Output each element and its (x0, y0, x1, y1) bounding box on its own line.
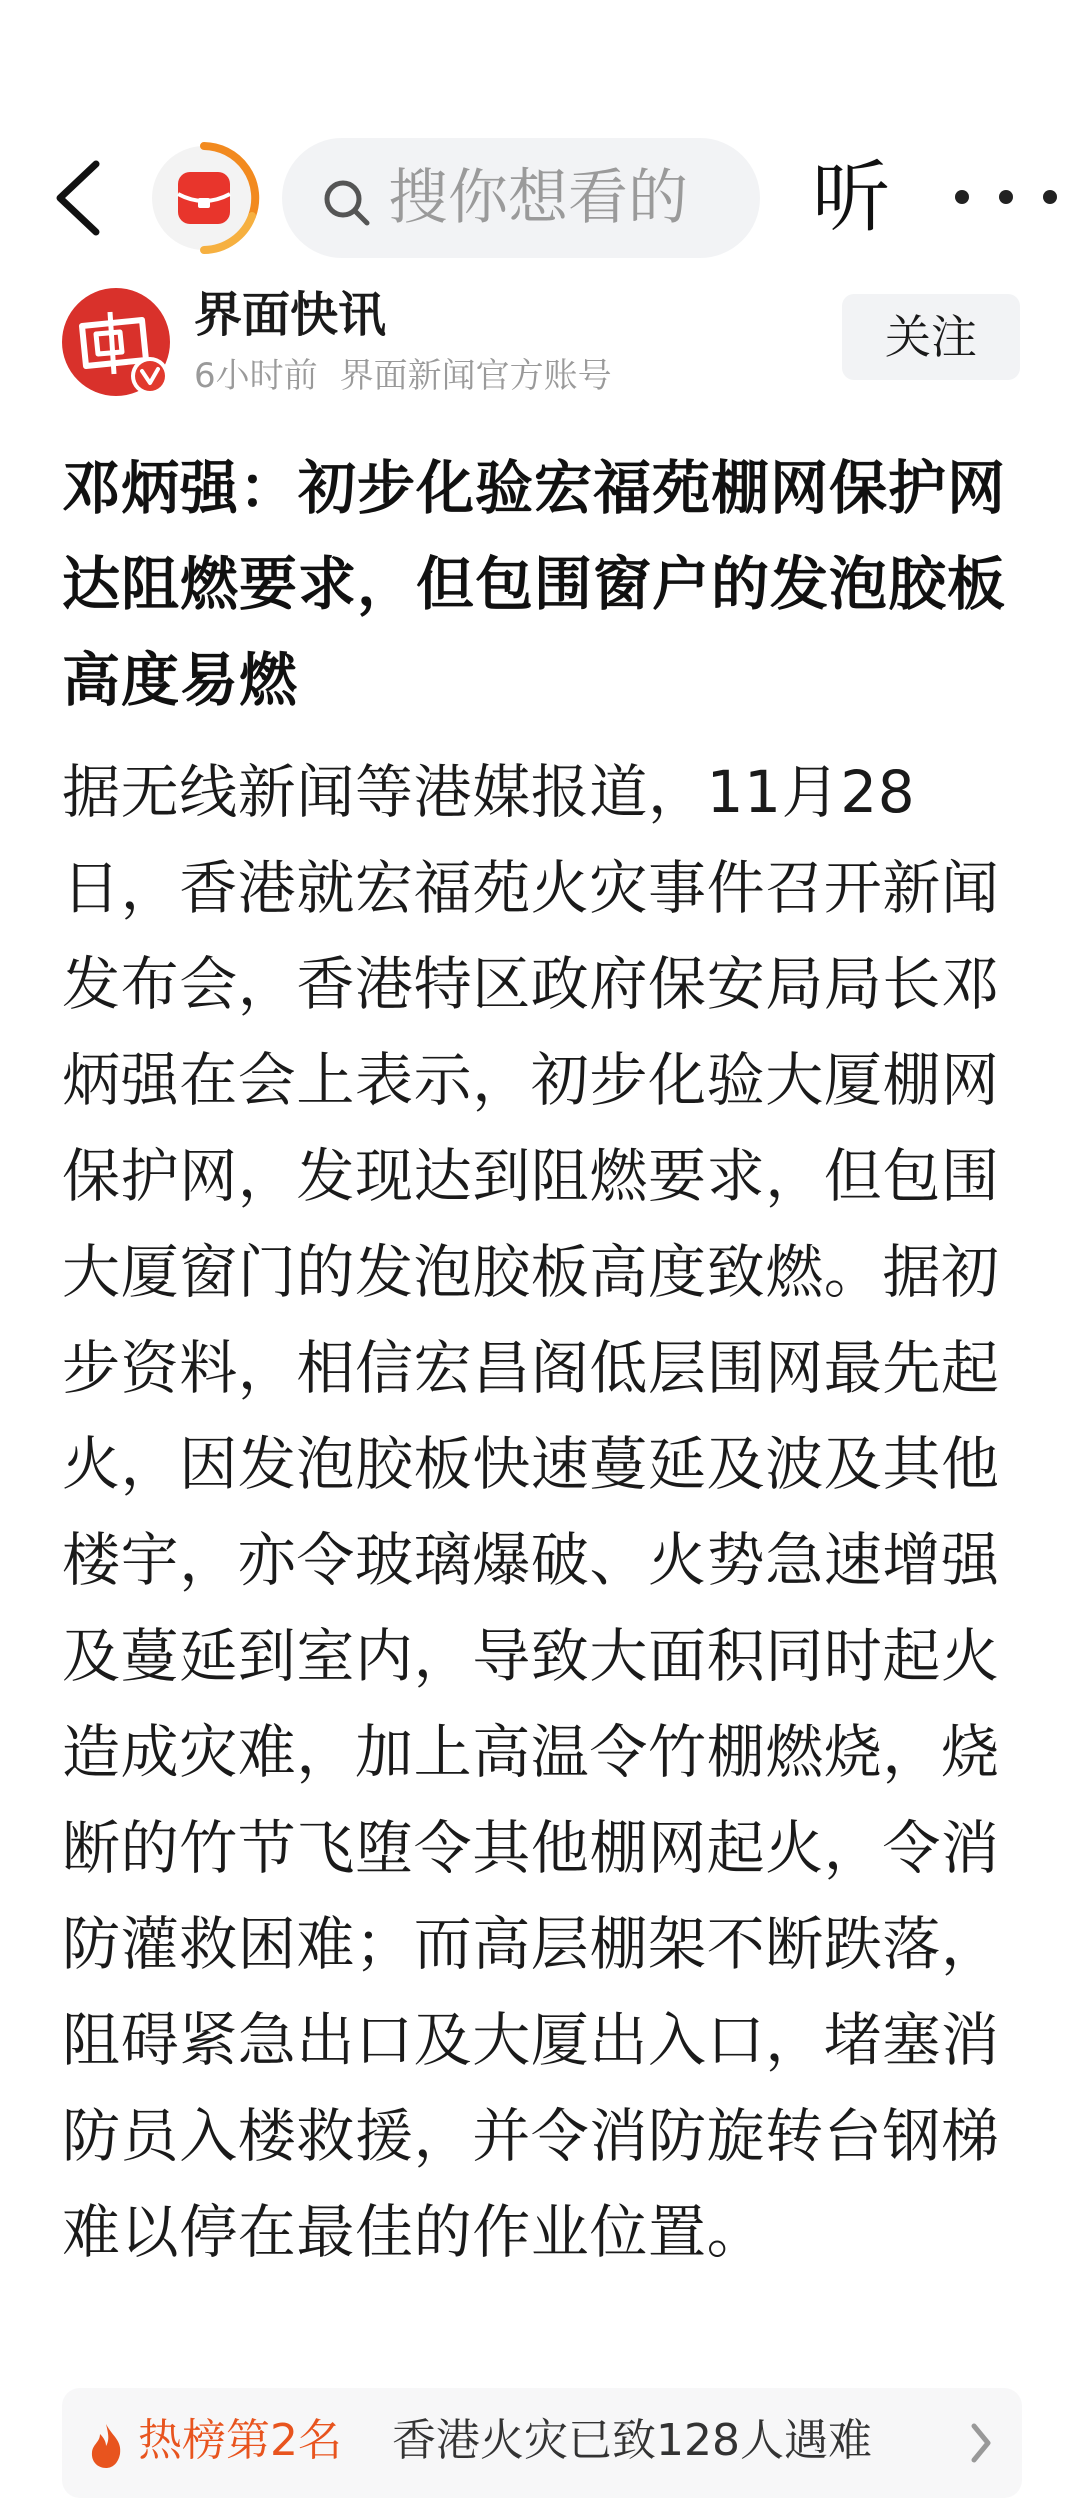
avatar[interactable] (60, 286, 172, 398)
article-headline: 邓炳强：初步化验宏福苑棚网保护网达阻燃要求，但包围窗户的发泡胶板高度易燃 (62, 454, 1007, 714)
hot-rank-label: 热榜第2名 (138, 2415, 342, 2466)
back-arrow-icon (44, 158, 114, 238)
search-input[interactable] (282, 138, 760, 258)
flame-icon (86, 2422, 126, 2470)
toutiao-app-icon (148, 142, 260, 254)
author-header (0, 286, 1080, 406)
follow-button[interactable]: 关注 (842, 294, 1020, 380)
jiemian-logo-icon (60, 286, 172, 398)
back-button[interactable] (44, 158, 114, 238)
search-icon (322, 178, 372, 228)
more-dots-icon (948, 182, 1064, 212)
chevron-right-icon (966, 2418, 996, 2468)
listen-button[interactable]: 听 (812, 153, 891, 243)
app-logo-button[interactable] (148, 142, 260, 254)
more-button[interactable] (948, 182, 1064, 212)
article-body: 据无线新闻等港媒报道，11月28日，香港就宏福苑火灾事件召开新闻发布会，香港特区政府保安局局长邓炳强在会上表示，初步化验大厦棚网保护网，发现达到阻燃要求，但包围大厦窗门的发泡胶板高度致燃。据初步资料，相信宏昌阁低层围网最先起火，因发泡胶板快速蔓延及波及其他楼宇，亦令玻璃爆破、火势急速增强及蔓延到室内，导致大面积同时起火造成灾难，加上高温令竹棚燃烧，烧断的竹节飞堕令其他棚网起火，令消防灌救困难；而高层棚架不断跌落，阻碍紧急出口及大厦出入口，堵塞消防员入楼救援，并令消防旋转台钢梯难以停在最佳的作业位置。 (62, 758, 1000, 2266)
hot-search-title: 香港火灾已致128人遇难 (392, 2415, 872, 2466)
hot-search-banner[interactable] (62, 2388, 1022, 2498)
top-bar (0, 130, 1080, 266)
account-name[interactable]: 界面快讯 (194, 287, 387, 343)
post-time: 6小时前 (194, 356, 318, 396)
verified-badge-icon (131, 357, 169, 395)
account-meta (194, 356, 612, 396)
account-description: 界面新闻官方账号 (339, 356, 612, 396)
search-placeholder: 搜你想看的 (388, 163, 688, 233)
